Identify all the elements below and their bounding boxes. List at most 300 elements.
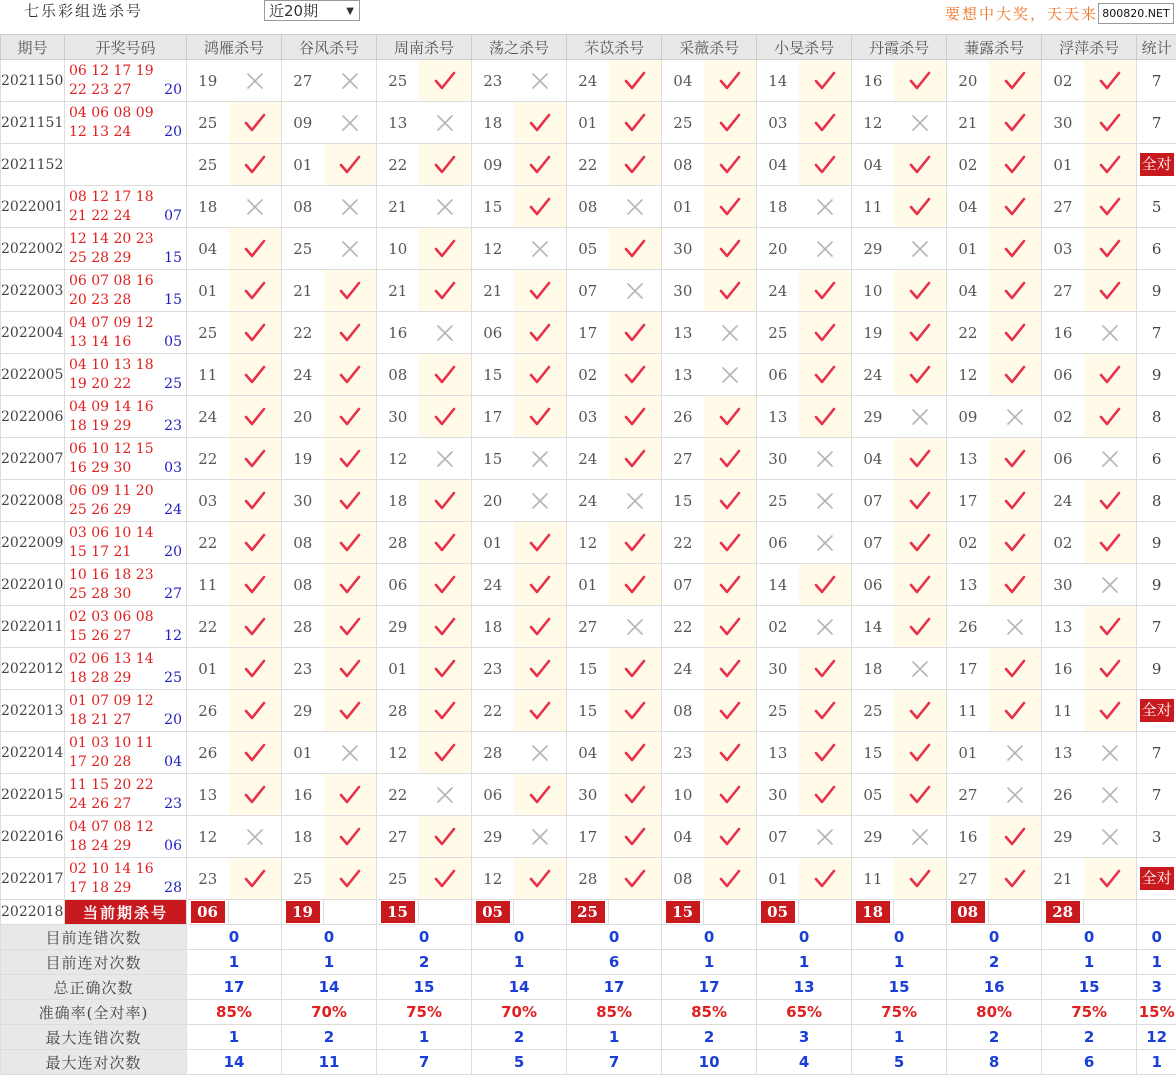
red-numbers: 16 29 30 (69, 459, 132, 476)
current-kill-cell (757, 900, 799, 925)
kill-number: 13 (377, 102, 419, 144)
special-number: 04 (164, 753, 182, 770)
summary-value: 1 (567, 1025, 662, 1050)
check-icon (324, 564, 377, 606)
check-icon (799, 690, 852, 732)
summary-value: 0 (567, 925, 662, 950)
stat-cell: 7 (1137, 732, 1176, 774)
kill-number: 17 (567, 312, 609, 354)
cross-icon (799, 816, 852, 858)
kill-number: 04 (757, 144, 799, 186)
kill-number: 19 (282, 438, 324, 480)
table-row (1, 144, 1176, 186)
table-row (1, 438, 1176, 480)
kill-number: 25 (852, 690, 894, 732)
draw-line-2 (69, 291, 182, 310)
stat-cell: 9 (1137, 522, 1176, 564)
kill-number: 25 (187, 144, 229, 186)
kill-number: 05 (852, 774, 894, 816)
column-header: 荡之杀号 (472, 35, 567, 60)
check-icon (704, 648, 757, 690)
draw-line-2 (69, 879, 182, 898)
check-icon (419, 606, 472, 648)
kill-number: 08 (567, 186, 609, 228)
cross-icon (1084, 816, 1137, 858)
kill-number: 03 (757, 102, 799, 144)
table-row (1, 270, 1176, 312)
kill-number: 01 (282, 732, 324, 774)
column-header: 统计 (1137, 35, 1176, 60)
red-numbers: 04 06 08 09 (69, 104, 154, 121)
stat-cell: 8 (1137, 396, 1176, 438)
stat-cell: 6 (1137, 228, 1176, 270)
kill-number: 22 (662, 606, 704, 648)
site-badge[interactable]: 800820.NET (1098, 3, 1174, 24)
check-icon (989, 144, 1042, 186)
period-cell: 2022015 (1, 774, 65, 816)
kill-number: 22 (187, 606, 229, 648)
summary-value: 2 (282, 1025, 377, 1050)
check-icon (799, 774, 852, 816)
kill-number: 01 (567, 102, 609, 144)
spacer-cell (229, 900, 282, 925)
kill-number: 27 (1042, 270, 1084, 312)
check-icon (989, 858, 1042, 900)
kill-number: 15 (472, 186, 514, 228)
check-icon (514, 186, 567, 228)
all-correct-badge: 全对 (1140, 153, 1174, 176)
current-kill-number: 18 (856, 901, 890, 923)
cross-icon (514, 438, 567, 480)
kill-number: 08 (282, 564, 324, 606)
summary-value: 1 (662, 950, 757, 975)
kill-number: 30 (757, 438, 799, 480)
draw-line-2 (69, 375, 182, 394)
kill-number: 28 (472, 732, 514, 774)
summary-value: 5 (852, 1050, 947, 1075)
cross-icon (324, 186, 377, 228)
kill-number: 02 (947, 144, 989, 186)
period-cell: 2022003 (1, 270, 65, 312)
check-icon (704, 606, 757, 648)
kill-number: 30 (1042, 102, 1084, 144)
kill-number: 27 (947, 774, 989, 816)
kill-number: 22 (567, 144, 609, 186)
kill-number: 07 (852, 522, 894, 564)
cross-icon (799, 522, 852, 564)
kill-number: 06 (472, 312, 514, 354)
kill-number: 01 (947, 228, 989, 270)
period-cell: 2022006 (1, 396, 65, 438)
summary-value: 0 (852, 925, 947, 950)
cross-icon (894, 228, 947, 270)
check-icon (989, 648, 1042, 690)
kill-number: 14 (757, 60, 799, 102)
special-number: 23 (164, 417, 182, 434)
kill-number: 24 (852, 354, 894, 396)
special-number: 20 (164, 711, 182, 728)
check-icon (229, 102, 282, 144)
check-icon (704, 816, 757, 858)
check-icon (704, 228, 757, 270)
check-icon (1084, 690, 1137, 732)
draw-numbers-cell (65, 816, 187, 858)
spacer-cell (799, 900, 852, 925)
kill-number: 24 (757, 270, 799, 312)
check-icon (799, 270, 852, 312)
red-numbers: 18 28 29 (69, 669, 132, 686)
check-icon (324, 816, 377, 858)
current-kill-number: 08 (951, 901, 985, 923)
table-row (1, 396, 1176, 438)
cross-icon (989, 774, 1042, 816)
special-number: 20 (164, 81, 182, 98)
kill-number: 24 (662, 648, 704, 690)
check-icon (324, 774, 377, 816)
kill-number: 25 (757, 312, 799, 354)
summary-value: 0 (187, 925, 282, 950)
check-icon (894, 186, 947, 228)
kill-number: 09 (472, 144, 514, 186)
cross-icon (799, 438, 852, 480)
draw-line-1 (69, 188, 182, 207)
summary-value: 15 (1042, 975, 1137, 1000)
period-select-value: 近20期 (269, 2, 319, 20)
kill-number: 30 (1042, 564, 1084, 606)
check-icon (704, 270, 757, 312)
spacer-cell (609, 900, 662, 925)
kill-number: 01 (567, 564, 609, 606)
summary-value: 0 (377, 925, 472, 950)
special-number: 28 (164, 879, 182, 896)
kill-number: 03 (187, 480, 229, 522)
kill-number: 18 (282, 816, 324, 858)
summary-row (1, 975, 1176, 1000)
kill-number: 13 (757, 396, 799, 438)
period-cell: 2021151 (1, 102, 65, 144)
spacer-cell (1084, 900, 1137, 925)
check-icon (704, 480, 757, 522)
special-number: 27 (164, 585, 182, 602)
check-icon (799, 102, 852, 144)
check-icon (419, 396, 472, 438)
check-icon (609, 102, 662, 144)
summary-value: 85% (567, 1000, 662, 1025)
promo-banner[interactable]: 要想中大奖，天天来 (945, 5, 1099, 23)
cross-icon (1084, 312, 1137, 354)
check-icon (514, 144, 567, 186)
draw-line-1 (69, 818, 182, 837)
column-header: 期号 (1, 35, 65, 60)
draw-line-1 (69, 650, 182, 669)
kill-number: 08 (662, 144, 704, 186)
kill-number: 06 (1042, 354, 1084, 396)
kill-number: 27 (662, 438, 704, 480)
kill-number: 29 (282, 690, 324, 732)
current-kill-cell (852, 900, 894, 925)
kill-number: 23 (472, 60, 514, 102)
kill-number: 19 (852, 312, 894, 354)
column-header: 丹霞杀号 (852, 35, 947, 60)
red-numbers: 20 23 28 (69, 291, 132, 308)
special-number: 25 (164, 375, 182, 392)
stat-cell: 5 (1137, 186, 1176, 228)
kill-number: 15 (472, 438, 514, 480)
period-cell: 2022001 (1, 186, 65, 228)
table-row (1, 690, 1176, 732)
column-header: 小旻杀号 (757, 35, 852, 60)
kill-number: 13 (757, 732, 799, 774)
check-icon (324, 144, 377, 186)
kill-number: 07 (852, 480, 894, 522)
check-icon (514, 690, 567, 732)
kill-number: 25 (282, 858, 324, 900)
summary-value: 85% (187, 1000, 282, 1025)
kill-number: 20 (757, 228, 799, 270)
current-kill-label: 当前期杀号 (65, 900, 187, 925)
check-icon (1084, 144, 1137, 186)
check-icon (229, 858, 282, 900)
summary-row (1, 1050, 1176, 1075)
summary-value: 75% (852, 1000, 947, 1025)
summary-value: 1 (282, 950, 377, 975)
kill-number: 26 (187, 732, 229, 774)
kill-number: 02 (1042, 396, 1084, 438)
kill-number: 11 (852, 186, 894, 228)
summary-value: 1 (852, 950, 947, 975)
red-numbers: 17 18 29 (69, 879, 132, 896)
kill-number: 08 (377, 354, 419, 396)
red-numbers: 08 12 17 18 (69, 188, 154, 205)
check-icon (799, 858, 852, 900)
check-icon (229, 606, 282, 648)
special-number: 05 (164, 333, 182, 350)
summary-value: 14 (187, 1050, 282, 1075)
check-icon (1084, 396, 1137, 438)
check-icon (609, 564, 662, 606)
check-icon (324, 270, 377, 312)
stat-cell: 3 (1137, 816, 1176, 858)
kill-number: 03 (1042, 228, 1084, 270)
kill-number: 06 (757, 354, 799, 396)
draw-line-2 (69, 711, 182, 730)
summary-value: 17 (567, 975, 662, 1000)
kill-number: 26 (187, 690, 229, 732)
summary-value: 4 (757, 1050, 852, 1075)
table-row (1, 312, 1176, 354)
kill-number: 04 (852, 438, 894, 480)
red-numbers: 13 14 16 (69, 333, 132, 350)
kill-number: 22 (377, 774, 419, 816)
summary-value: 75% (1042, 1000, 1137, 1025)
cross-icon (419, 312, 472, 354)
kill-number: 02 (567, 354, 609, 396)
check-icon (514, 858, 567, 900)
red-numbers: 19 20 22 (69, 375, 132, 392)
red-numbers: 22 23 27 (69, 81, 132, 98)
stat-cell: 9 (1137, 564, 1176, 606)
stat-cell: 9 (1137, 648, 1176, 690)
kill-number: 19 (187, 60, 229, 102)
check-icon (894, 606, 947, 648)
check-icon (419, 354, 472, 396)
check-icon (419, 270, 472, 312)
check-icon (229, 438, 282, 480)
summary-value: 11 (282, 1050, 377, 1075)
check-icon (1084, 102, 1137, 144)
draw-numbers-cell (65, 60, 187, 102)
summary-value: 17 (187, 975, 282, 1000)
kill-number: 04 (567, 732, 609, 774)
kill-number: 12 (377, 732, 419, 774)
stat-cell: 8 (1137, 480, 1176, 522)
period-cell: 2022013 (1, 690, 65, 732)
kill-number: 13 (1042, 732, 1084, 774)
check-icon (229, 774, 282, 816)
table-row (1, 564, 1176, 606)
kill-number: 25 (377, 60, 419, 102)
kill-number: 17 (472, 396, 514, 438)
spacer-cell (419, 900, 472, 925)
check-icon (419, 144, 472, 186)
draw-line-1 (69, 440, 182, 459)
red-numbers: 04 07 08 12 (69, 818, 154, 835)
check-icon (609, 144, 662, 186)
draw-line-1 (69, 692, 182, 711)
kill-number: 30 (282, 480, 324, 522)
check-icon (704, 144, 757, 186)
kill-number: 21 (282, 270, 324, 312)
kill-number: 28 (567, 858, 609, 900)
kill-number: 08 (662, 858, 704, 900)
check-icon (989, 60, 1042, 102)
draw-line-2 (69, 837, 182, 856)
red-numbers: 11 15 20 22 (69, 776, 154, 793)
check-icon (419, 480, 472, 522)
kill-number: 05 (567, 228, 609, 270)
column-header: 芣苡杀号 (567, 35, 662, 60)
kill-number: 13 (662, 354, 704, 396)
check-icon (1084, 480, 1137, 522)
cross-icon (1084, 732, 1137, 774)
special-number: 07 (164, 207, 182, 224)
check-icon (1084, 858, 1137, 900)
cross-icon (609, 606, 662, 648)
kill-number: 27 (947, 858, 989, 900)
cross-icon (894, 648, 947, 690)
kill-number: 26 (662, 396, 704, 438)
kill-number: 18 (472, 102, 514, 144)
kill-number: 22 (377, 144, 419, 186)
check-icon (989, 312, 1042, 354)
kill-number: 15 (662, 480, 704, 522)
kill-number: 04 (852, 144, 894, 186)
cross-icon (704, 354, 757, 396)
check-icon (704, 438, 757, 480)
check-icon (229, 648, 282, 690)
kill-number: 15 (567, 648, 609, 690)
kill-number: 30 (567, 774, 609, 816)
kill-number: 21 (377, 270, 419, 312)
check-icon (324, 396, 377, 438)
kill-number: 30 (757, 774, 799, 816)
summary-value: 3 (1137, 975, 1176, 1000)
check-icon (609, 858, 662, 900)
red-numbers: 01 03 10 11 (69, 734, 154, 751)
draw-line-1 (69, 608, 182, 627)
cross-icon (894, 102, 947, 144)
top-bar (0, 0, 1176, 26)
spacer-cell (894, 900, 947, 925)
kill-number: 21 (377, 186, 419, 228)
kill-number: 06 (852, 564, 894, 606)
kill-number: 08 (282, 186, 324, 228)
all-correct-badge: 全对 (1140, 867, 1174, 890)
kill-number: 25 (187, 102, 229, 144)
kill-number: 01 (1042, 144, 1084, 186)
kill-number: 29 (377, 606, 419, 648)
kill-number: 04 (187, 228, 229, 270)
check-icon (704, 186, 757, 228)
kill-number: 14 (757, 564, 799, 606)
kill-number: 01 (187, 270, 229, 312)
check-icon (609, 648, 662, 690)
kill-number: 23 (662, 732, 704, 774)
stat-cell (1137, 690, 1176, 732)
summary-value: 12 (1137, 1025, 1176, 1050)
check-icon (514, 270, 567, 312)
check-icon (1084, 60, 1137, 102)
check-icon (419, 816, 472, 858)
kill-number: 01 (662, 186, 704, 228)
draw-line-1 (69, 230, 182, 249)
kill-number: 27 (377, 816, 419, 858)
column-header: 蒹露杀号 (947, 35, 1042, 60)
check-icon (609, 438, 662, 480)
summary-value: 7 (377, 1050, 472, 1075)
kill-number: 29 (1042, 816, 1084, 858)
special-number: 06 (164, 837, 182, 854)
check-icon (989, 816, 1042, 858)
kill-number: 28 (377, 690, 419, 732)
check-icon (894, 144, 947, 186)
cross-icon (799, 228, 852, 270)
cross-icon (894, 816, 947, 858)
check-icon (894, 480, 947, 522)
summary-value: 2 (947, 950, 1042, 975)
check-icon (229, 690, 282, 732)
kill-number: 22 (282, 312, 324, 354)
draw-numbers-cell (65, 270, 187, 312)
red-numbers: 02 10 14 16 (69, 860, 154, 877)
kill-number: 22 (947, 312, 989, 354)
draw-line-1 (69, 776, 182, 795)
cross-icon (324, 228, 377, 270)
kill-number: 20 (282, 396, 324, 438)
check-icon (894, 60, 947, 102)
cross-icon (514, 60, 567, 102)
spacer-cell (704, 900, 757, 925)
red-numbers: 04 10 13 18 (69, 356, 154, 373)
kill-number: 24 (282, 354, 324, 396)
special-number: 23 (164, 795, 182, 812)
kill-number: 29 (852, 228, 894, 270)
period-select[interactable] (264, 0, 360, 21)
red-numbers: 10 16 18 23 (69, 566, 154, 583)
cross-icon (799, 480, 852, 522)
cross-icon (609, 270, 662, 312)
kill-number: 13 (662, 312, 704, 354)
